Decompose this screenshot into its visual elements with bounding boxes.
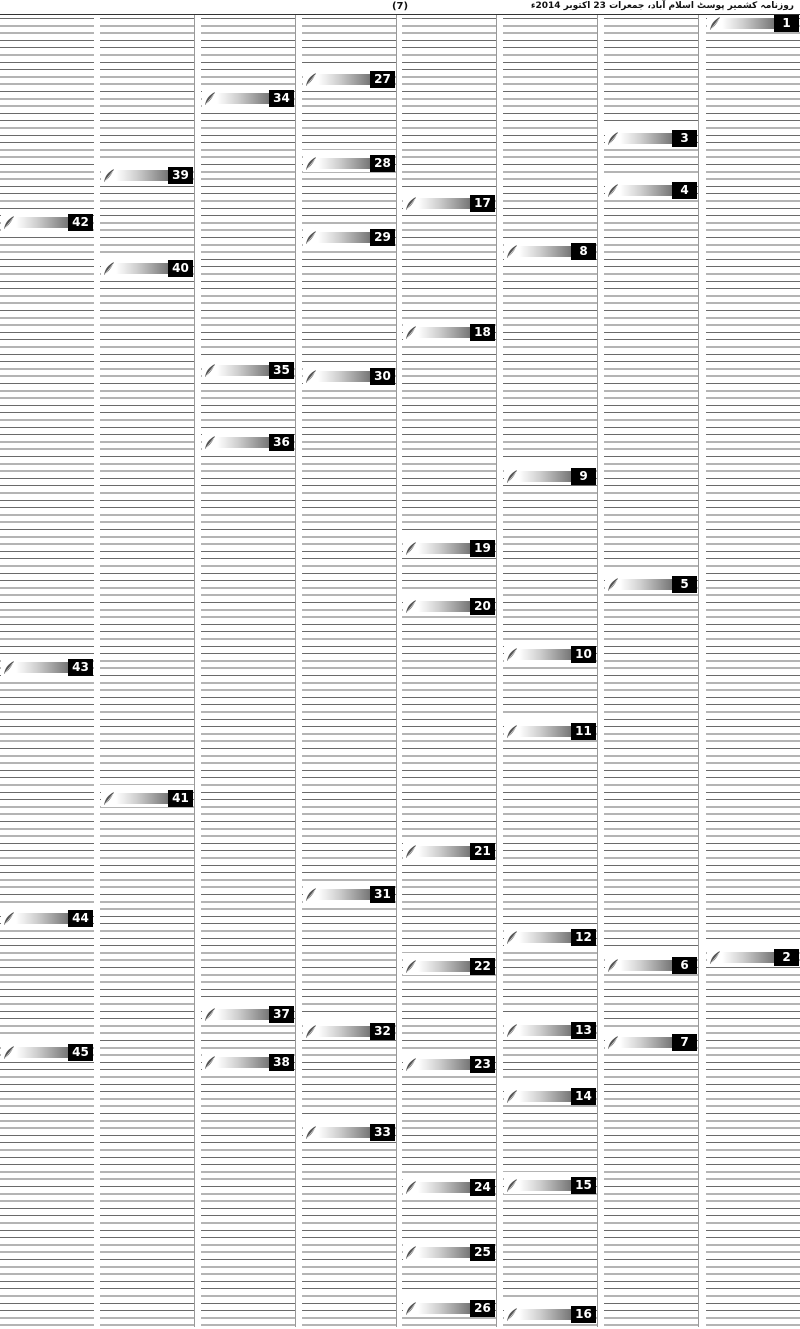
section-bar [722,18,774,29]
section-bar [418,1247,470,1258]
section-bar [418,543,470,554]
section-number: 15 [571,1177,596,1194]
section-number: 2 [774,949,799,966]
leaf-icon [505,724,519,739]
leaf-icon [404,1180,418,1195]
section-number: 16 [571,1306,596,1323]
section-bar [418,601,470,612]
section-header-7 [605,1034,697,1051]
section-header-15 [504,1177,596,1194]
section-number: 1 [774,15,799,32]
section-header-12 [504,929,596,946]
section-header-44 [1,910,93,927]
section-number: 7 [672,1034,697,1051]
leaf-icon [606,183,620,198]
section-header-27 [303,71,395,88]
page-number: (7) [391,1,409,12]
leaf-icon [304,156,318,171]
leaf-icon [404,959,418,974]
section-header-35 [202,362,294,379]
section-number: 14 [571,1088,596,1105]
section-number: 21 [470,843,495,860]
section-bar [318,1026,370,1037]
section-header-17 [403,195,495,212]
leaf-icon [404,599,418,614]
section-number: 36 [269,434,294,451]
section-number: 30 [370,368,395,385]
section-header-23 [403,1056,495,1073]
leaf-icon [2,911,16,926]
section-header-8 [504,243,596,260]
section-number: 11 [571,723,596,740]
section-header-21 [403,843,495,860]
leaf-icon [505,647,519,662]
leaf-icon [102,791,116,806]
column-2 [604,15,699,1327]
section-header-6 [605,957,697,974]
leaf-icon [2,215,16,230]
section-number: 13 [571,1022,596,1039]
section-header-36 [202,434,294,451]
section-bar [16,913,68,924]
section-bar [116,170,168,181]
section-header-38 [202,1054,294,1071]
leaf-icon [404,1057,418,1072]
section-bar [16,662,68,673]
section-header-19 [403,540,495,557]
leaf-icon [606,958,620,973]
section-header-32 [303,1023,395,1040]
section-number: 12 [571,929,596,946]
section-bar [418,1059,470,1070]
section-number: 19 [470,540,495,557]
column-4 [402,15,497,1327]
section-bar [318,371,370,382]
section-bar [620,133,672,144]
leaf-icon [304,887,318,902]
section-header-16 [504,1306,596,1323]
section-number: 44 [68,910,93,927]
leaf-icon [404,325,418,340]
column-6 [201,15,296,1327]
section-number: 42 [68,214,93,231]
section-number: 43 [68,659,93,676]
section-bar [519,1180,571,1191]
section-number: 5 [672,576,697,593]
leaf-icon [505,244,519,259]
leaf-icon [304,1125,318,1140]
leaf-icon [708,950,722,965]
section-bar [217,365,269,376]
leaf-icon [304,369,318,384]
section-header-13 [504,1022,596,1039]
section-number: 20 [470,598,495,615]
section-number: 40 [168,260,193,277]
leaf-icon [304,72,318,87]
section-header-31 [303,886,395,903]
section-header-45 [1,1044,93,1061]
section-header-42 [1,214,93,231]
section-header-11 [504,723,596,740]
section-bar [217,93,269,104]
leaf-icon [203,363,217,378]
section-header-26 [403,1300,495,1317]
section-header-43 [1,659,93,676]
column-3 [503,15,598,1327]
section-bar [519,932,571,943]
section-bar [620,960,672,971]
leaf-icon [203,1007,217,1022]
section-header-33 [303,1124,395,1141]
section-number: 29 [370,229,395,246]
section-bar [318,1127,370,1138]
leaf-icon [606,577,620,592]
section-header-24 [403,1179,495,1196]
section-number: 32 [370,1023,395,1040]
section-bar [519,1091,571,1102]
leaf-icon [102,168,116,183]
section-number: 18 [470,324,495,341]
section-bar [217,437,269,448]
leaf-icon [505,1307,519,1322]
section-bar [519,471,571,482]
section-number: 35 [269,362,294,379]
column-8 [0,15,94,1327]
section-bar [217,1057,269,1068]
section-number: 10 [571,646,596,663]
section-number: 3 [672,130,697,147]
section-number: 33 [370,1124,395,1141]
section-bar [418,1303,470,1314]
section-bar [16,217,68,228]
section-header-28 [303,155,395,172]
section-number: 45 [68,1044,93,1061]
section-number: 37 [269,1006,294,1023]
leaf-icon [304,230,318,245]
section-bar [418,846,470,857]
leaf-icon [2,660,16,675]
section-number: 34 [269,90,294,107]
section-number: 25 [470,1244,495,1261]
section-bar [519,1309,571,1320]
section-bar [620,579,672,590]
leaf-icon [404,196,418,211]
leaf-icon [505,930,519,945]
section-header-41 [101,790,193,807]
section-number: 23 [470,1056,495,1073]
section-bar [519,726,571,737]
section-header-40 [101,260,193,277]
section-header-10 [504,646,596,663]
section-header-39 [101,167,193,184]
section-bar [116,793,168,804]
section-header-5 [605,576,697,593]
leaf-icon [102,261,116,276]
section-bar [418,1182,470,1193]
section-bar [318,232,370,243]
section-header-22 [403,958,495,975]
section-bar [418,198,470,209]
column-7 [100,15,195,1327]
leaf-icon [203,1055,217,1070]
leaf-icon [404,1245,418,1260]
section-header-18 [403,324,495,341]
leaf-icon [404,541,418,556]
section-number: 9 [571,468,596,485]
section-bar [116,263,168,274]
section-header-29 [303,229,395,246]
leaf-icon [404,844,418,859]
leaf-icon [505,1089,519,1104]
leaf-icon [203,435,217,450]
section-header-4 [605,182,697,199]
section-number: 31 [370,886,395,903]
section-number: 39 [168,167,193,184]
section-header-3 [605,130,697,147]
section-header-9 [504,468,596,485]
leaf-icon [505,1023,519,1038]
section-bar [519,246,571,257]
section-number: 41 [168,790,193,807]
section-number: 6 [672,957,697,974]
leaf-icon [2,1045,16,1060]
section-bar [418,327,470,338]
section-bar [318,889,370,900]
section-header-30 [303,368,395,385]
section-number: 38 [269,1054,294,1071]
section-header-14 [504,1088,596,1105]
section-number: 24 [470,1179,495,1196]
section-bar [519,1025,571,1036]
section-number: 8 [571,243,596,260]
column-5 [302,15,397,1327]
section-bar [217,1009,269,1020]
section-header-1 [707,15,799,32]
section-header-37 [202,1006,294,1023]
section-header-34 [202,90,294,107]
section-header-25 [403,1244,495,1261]
section-number: 27 [370,71,395,88]
section-bar [620,1037,672,1048]
section-bar [318,158,370,169]
section-bar [620,185,672,196]
section-bar [16,1047,68,1058]
section-bar [722,952,774,963]
leaf-icon [606,131,620,146]
section-bar [418,961,470,972]
leaf-icon [708,16,722,31]
leaf-icon [505,1178,519,1193]
section-bar [519,649,571,660]
masthead [0,0,800,15]
dateline: روزنامہ کشمیر پوسٹ اسلام آباد، جمعرات 23 اکتوبر 2014ء [530,1,794,11]
leaf-icon [304,1024,318,1039]
leaf-icon [505,469,519,484]
section-bar [318,74,370,85]
column-1 [706,15,800,1327]
section-number: 17 [470,195,495,212]
section-number: 4 [672,182,697,199]
section-number: 26 [470,1300,495,1317]
leaf-icon [203,91,217,106]
leaf-icon [404,1301,418,1316]
leaf-icon [606,1035,620,1050]
section-header-20 [403,598,495,615]
section-header-2 [707,949,799,966]
section-number: 22 [470,958,495,975]
section-number: 28 [370,155,395,172]
